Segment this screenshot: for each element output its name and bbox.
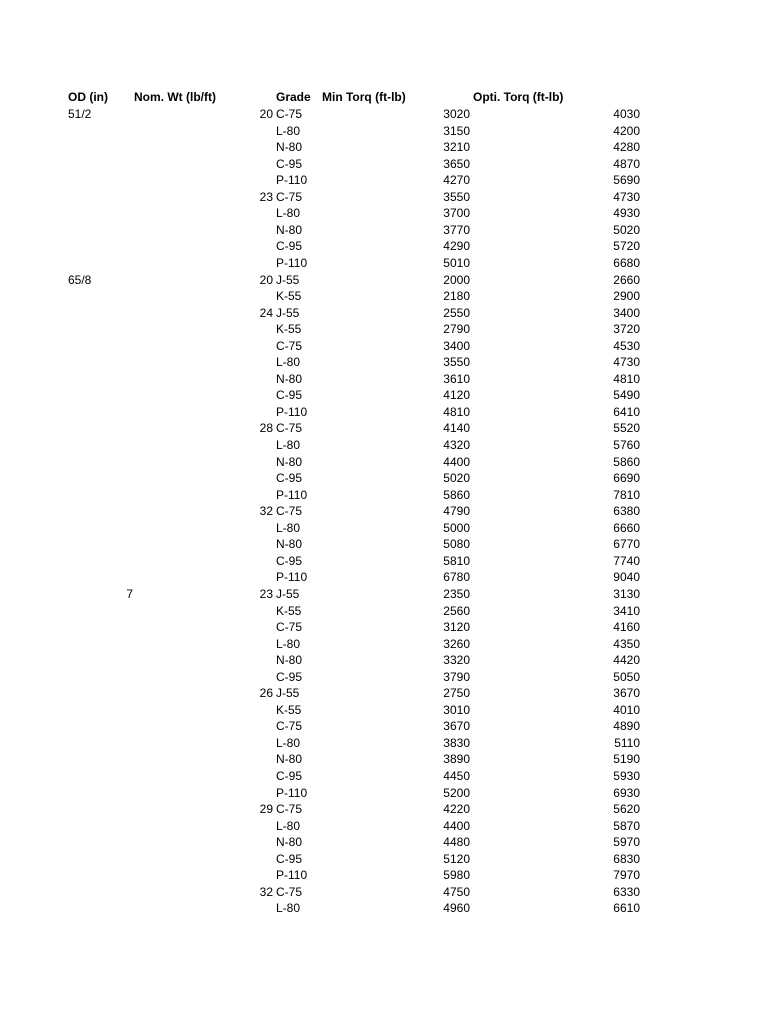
cell-grade: C-75: [276, 107, 303, 121]
cell-weight: 23: [259, 189, 273, 204]
cell-grade: N-80: [276, 371, 303, 386]
cell-od: 51/2: [68, 107, 92, 121]
cell-grade: K-55: [276, 322, 302, 337]
table-row: [0, 851, 768, 868]
cell-grade: L-80: [276, 901, 301, 916]
cell-weight: 23: [259, 586, 273, 601]
cell-opti-torq: 5190: [613, 752, 640, 767]
cell-opti-torq: 5050: [613, 669, 640, 684]
cell-min-torq: 3790: [443, 669, 470, 684]
header-opti-torq: Opti. Torq (ft-lb): [473, 90, 564, 104]
cell-opti-torq: 6410: [613, 404, 640, 419]
cell-opti-torq: 5870: [613, 818, 640, 833]
cell-min-torq: 4140: [443, 421, 470, 436]
cell-min-torq: 2000: [443, 272, 470, 287]
table-row: [0, 801, 768, 818]
cell-opti-torq: 7740: [613, 553, 640, 568]
cell-min-torq: 4120: [443, 388, 470, 403]
cell-min-torq: 2560: [443, 603, 470, 618]
table-row: [0, 487, 768, 504]
cell-min-torq: 4400: [443, 818, 470, 833]
table-row: [0, 735, 768, 752]
cell-grade: P-110: [276, 487, 308, 502]
cell-opti-torq: 4890: [613, 719, 640, 734]
table-row: [0, 420, 768, 437]
cell-weight: 24: [259, 305, 273, 320]
cell-min-torq: 5980: [443, 868, 470, 883]
table-row: [0, 338, 768, 355]
cell-grade: J-55: [276, 586, 300, 601]
cell-grade: C-75: [276, 719, 303, 734]
table-row: [0, 371, 768, 388]
cell-grade: J-55: [276, 686, 300, 701]
header-min-torq: Min Torq (ft-lb): [322, 90, 406, 104]
cell-grade: P-110: [276, 868, 308, 883]
table-row: [0, 387, 768, 404]
cell-opti-torq: 4160: [613, 620, 640, 635]
cell-grade: N-80: [276, 653, 303, 668]
cell-min-torq: 3010: [443, 702, 470, 717]
cell-min-torq: 5810: [443, 553, 470, 568]
cell-min-torq: 4220: [443, 802, 470, 817]
cell-min-torq: 5020: [443, 471, 470, 486]
cell-opti-torq: 6770: [613, 537, 640, 552]
cell-grade: N-80: [276, 454, 303, 469]
table-row: [0, 834, 768, 851]
cell-weight: 28: [259, 421, 273, 436]
cell-min-torq: 4270: [443, 173, 470, 188]
cell-opti-torq: 4930: [613, 206, 640, 221]
table-row: [0, 867, 768, 884]
table-row: [0, 189, 768, 206]
header-row: [0, 89, 768, 106]
cell-grade: J-55: [276, 305, 300, 320]
cell-opti-torq: 6610: [613, 901, 640, 916]
cell-grade: C-75: [276, 421, 303, 436]
cell-weight: 29: [259, 802, 273, 817]
cell-min-torq: 3260: [443, 636, 470, 651]
cell-min-torq: 3770: [443, 222, 470, 237]
cell-grade: C-95: [276, 239, 303, 254]
cell-min-torq: 4960: [443, 901, 470, 916]
cell-opti-torq: 5520: [613, 421, 640, 436]
cell-min-torq: 4790: [443, 504, 470, 519]
table-row: [0, 321, 768, 338]
cell-min-torq: 3650: [443, 156, 470, 171]
cell-min-torq: 2750: [443, 686, 470, 701]
table-row: [0, 106, 768, 123]
cell-opti-torq: 9040: [613, 570, 640, 585]
cell-opti-torq: 4420: [613, 653, 640, 668]
cell-grade: C-75: [276, 884, 303, 899]
cell-min-torq: 4750: [443, 884, 470, 899]
table-row: [0, 685, 768, 702]
cell-grade: L-80: [276, 735, 301, 750]
table-row: [0, 123, 768, 140]
cell-opti-torq: 6680: [613, 255, 640, 270]
table-row: [0, 900, 768, 917]
cell-min-torq: 4480: [443, 835, 470, 850]
table-row: [0, 238, 768, 255]
cell-opti-torq: 6690: [613, 471, 640, 486]
cell-opti-torq: 4010: [613, 702, 640, 717]
table-row: [0, 751, 768, 768]
cell-grade: L-80: [276, 818, 301, 833]
cell-min-torq: 4810: [443, 404, 470, 419]
cell-opti-torq: 4350: [613, 636, 640, 651]
table-row: [0, 156, 768, 173]
cell-opti-torq: 5930: [613, 769, 640, 783]
cell-opti-torq: 4200: [613, 123, 640, 138]
cell-opti-torq: 4730: [613, 355, 640, 370]
cell-opti-torq: 7970: [613, 868, 640, 883]
cell-opti-torq: 2660: [613, 272, 640, 287]
cell-grade: N-80: [276, 537, 303, 552]
cell-grade: N-80: [276, 752, 303, 767]
cell-min-torq: 3550: [443, 189, 470, 204]
table-row: [0, 305, 768, 322]
table-row: [0, 718, 768, 735]
cell-grade: K-55: [276, 603, 302, 618]
cell-grade: N-80: [276, 140, 303, 155]
cell-opti-torq: 3670: [613, 686, 640, 701]
cell-min-torq: 2790: [443, 322, 470, 337]
cell-opti-torq: 2900: [613, 289, 640, 304]
cell-min-torq: 3150: [443, 123, 470, 138]
cell-opti-torq: 4870: [613, 156, 640, 171]
cell-grade: C-95: [276, 553, 303, 568]
table-row: [0, 818, 768, 835]
cell-grade: K-55: [276, 289, 302, 304]
table-row: [0, 619, 768, 636]
cell-opti-torq: 3410: [613, 603, 640, 618]
cell-od: 65/8: [68, 272, 92, 287]
table-row: [0, 652, 768, 669]
cell-opti-torq: 3400: [613, 305, 640, 320]
cell-min-torq: 3120: [443, 620, 470, 635]
cell-grade: C-95: [276, 471, 303, 486]
cell-grade: C-95: [276, 851, 303, 866]
cell-opti-torq: 5690: [613, 173, 640, 188]
cell-min-torq: 2350: [443, 586, 470, 601]
cell-grade: N-80: [276, 835, 303, 850]
cell-opti-torq: 4730: [613, 189, 640, 204]
cell-grade: C-75: [276, 189, 303, 204]
table-row: [0, 470, 768, 487]
table-row: [0, 884, 768, 901]
cell-min-torq: 4450: [443, 769, 470, 783]
cell-min-torq: 3670: [443, 719, 470, 734]
table-row: [0, 255, 768, 272]
cell-opti-torq: 4810: [613, 371, 640, 386]
cell-min-torq: 3890: [443, 752, 470, 767]
cell-min-torq: 5120: [443, 851, 470, 866]
cell-opti-torq: 5020: [613, 222, 640, 237]
table-row: [0, 454, 768, 471]
cell-opti-torq: 3130: [613, 586, 640, 601]
cell-grade: C-95: [276, 669, 303, 684]
cell-min-torq: 2550: [443, 305, 470, 320]
table-row: [0, 586, 768, 603]
table-row: [0, 172, 768, 189]
cell-min-torq: 5080: [443, 537, 470, 552]
table-row: [0, 272, 768, 289]
header-nom-wt: Nom. Wt (lb/ft): [134, 90, 216, 104]
table-row: [0, 536, 768, 553]
cell-min-torq: 3830: [443, 735, 470, 750]
cell-grade: K-55: [276, 702, 302, 717]
table-row: [0, 139, 768, 156]
cell-grade: P-110: [276, 173, 308, 188]
cell-min-torq: 4290: [443, 239, 470, 254]
cell-min-torq: 4400: [443, 454, 470, 469]
cell-weight: 20: [259, 107, 273, 121]
cell-opti-torq: 4280: [613, 140, 640, 155]
cell-min-torq: 5860: [443, 487, 470, 502]
cell-grade: P-110: [276, 570, 308, 585]
cell-weight: 32: [259, 504, 273, 519]
cell-opti-torq: 5490: [613, 388, 640, 403]
cell-grade: C-75: [276, 338, 303, 353]
cell-grade: L-80: [276, 520, 301, 535]
cell-grade: L-80: [276, 438, 301, 452]
table-row: [0, 205, 768, 222]
cell-min-torq: 3210: [443, 140, 470, 155]
cell-grade: C-75: [276, 802, 303, 817]
cell-opti-torq: 3720: [613, 322, 640, 337]
cell-min-torq: 3700: [443, 206, 470, 221]
table-row: [0, 636, 768, 653]
table-row: [0, 702, 768, 719]
cell-grade: L-80: [276, 123, 301, 138]
cell-grade: J-55: [276, 272, 300, 287]
cell-min-torq: 3550: [443, 355, 470, 370]
cell-opti-torq: 6380: [613, 504, 640, 519]
table-row: [0, 569, 768, 586]
cell-min-torq: 3320: [443, 653, 470, 668]
cell-opti-torq: 7810: [613, 487, 640, 502]
cell-opti-torq: 6830: [613, 851, 640, 866]
table-row: [0, 503, 768, 520]
cell-min-torq: 4320: [443, 438, 470, 452]
cell-grade: L-80: [276, 355, 301, 370]
cell-weight: 20: [259, 272, 273, 287]
table-row: [0, 404, 768, 421]
table-row: [0, 669, 768, 686]
table-row: [0, 553, 768, 570]
cell-opti-torq: 4030: [613, 107, 640, 121]
cell-grade: C-75: [276, 504, 303, 519]
cell-opti-torq: 5110: [614, 735, 640, 750]
cell-min-torq: 3020: [443, 107, 470, 121]
cell-opti-torq: 4530: [613, 338, 640, 353]
cell-min-torq: 3610: [443, 371, 470, 386]
cell-opti-torq: 5760: [613, 438, 640, 452]
table-row: [0, 354, 768, 371]
cell-opti-torq: 6330: [613, 884, 640, 899]
cell-grade: L-80: [276, 636, 301, 651]
cell-opti-torq: 6660: [613, 520, 640, 535]
table-row: [0, 768, 768, 785]
cell-opti-torq: 5860: [613, 454, 640, 469]
cell-min-torq: 5200: [443, 785, 470, 800]
cell-grade: L-80: [276, 206, 301, 221]
table-row: [0, 222, 768, 239]
cell-weight: 32: [259, 884, 273, 899]
header-od: OD (in): [68, 90, 108, 104]
header-grade: Grade: [276, 90, 311, 104]
table-row: [0, 520, 768, 537]
cell-min-torq: 5000: [443, 520, 470, 535]
cell-grade: P-110: [276, 785, 308, 800]
cell-grade: C-95: [276, 156, 303, 171]
cell-min-torq: 5010: [443, 255, 470, 270]
cell-nom-wt: 7: [126, 586, 133, 601]
cell-grade: C-95: [276, 388, 303, 403]
cell-min-torq: 3400: [443, 338, 470, 353]
cell-opti-torq: 5970: [613, 835, 640, 850]
cell-opti-torq: 6930: [613, 785, 640, 800]
cell-opti-torq: 5620: [613, 802, 640, 817]
table-row: [0, 288, 768, 305]
table-row: [0, 785, 768, 802]
cell-grade: C-75: [276, 620, 303, 635]
cell-weight: 26: [259, 686, 273, 701]
cell-opti-torq: 5720: [613, 239, 640, 254]
cell-grade: N-80: [276, 222, 303, 237]
cell-grade: P-110: [276, 404, 308, 419]
table-row: [0, 437, 768, 454]
cell-min-torq: 6780: [443, 570, 470, 585]
cell-grade: P-110: [276, 255, 308, 270]
cell-grade: C-95: [276, 769, 303, 783]
table-row: [0, 603, 768, 620]
cell-min-torq: 2180: [443, 289, 470, 304]
